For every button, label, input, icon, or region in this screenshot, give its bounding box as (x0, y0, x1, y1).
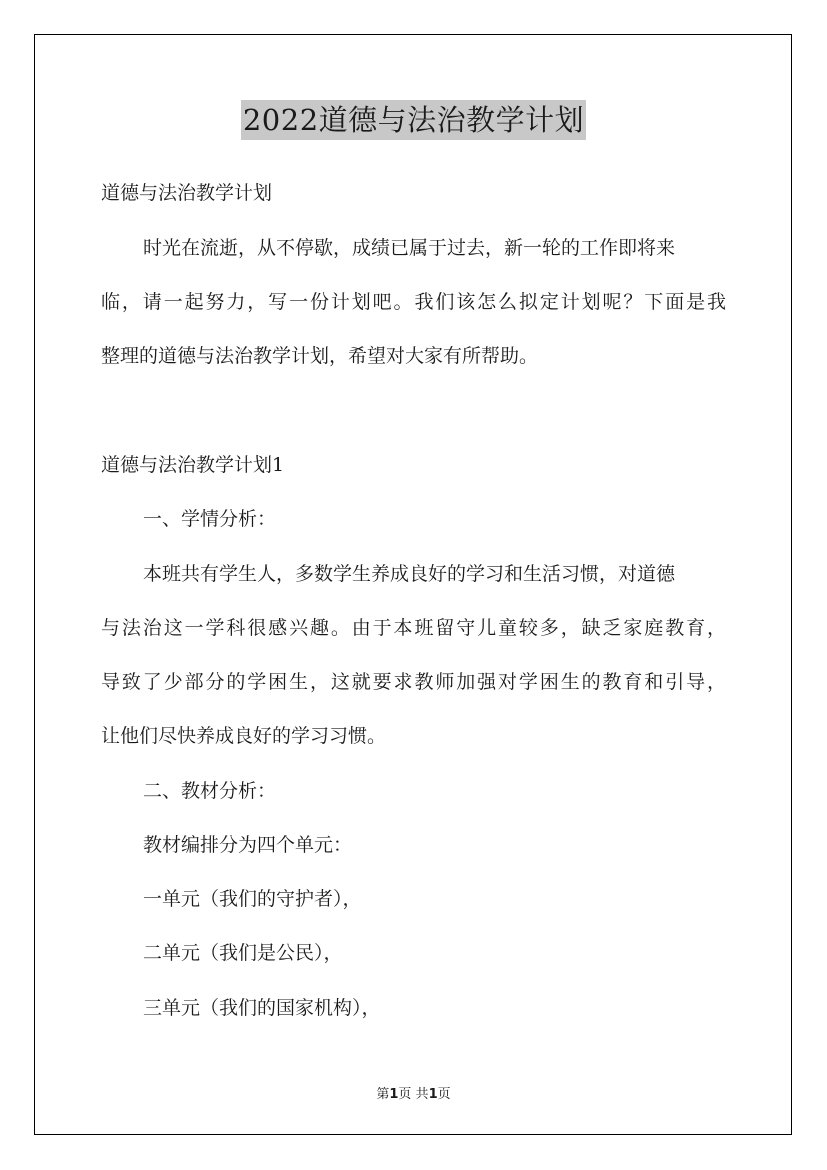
unit-1: 一单元（我们的守护者）， (143, 888, 362, 910)
footer-prefix: 第 (376, 1087, 390, 1102)
footer-suffix: 页 (437, 1087, 451, 1102)
para-1-line-2: 与法治这一学科很感兴趣。由于本班留守儿童较多，缺乏家庭教育， (101, 617, 726, 639)
para-1-line-1: 本班共有学生人，多数学生养成良好的学习和生活习惯，对道德 (143, 563, 676, 585)
title-container (0, 100, 827, 140)
para-1-line-3: 导致了少部分的学困生，这就要求教师加强对学困生的教育和引导， (101, 671, 726, 693)
heading-analysis-students: 一、学情分析： (143, 508, 277, 530)
unit-3: 三单元（我们的国家机构）， (143, 997, 381, 1019)
section-title: 道德与法治教学计划1 (101, 454, 285, 476)
footer-page-number: 1 (389, 1087, 399, 1102)
page-footer (0, 1083, 827, 1102)
intro-line-1: 时光在流逝，从不停歇，成绩已属于过去，新一轮的工作即将来 (143, 237, 676, 259)
footer-page-total: 1 (428, 1087, 438, 1102)
para-1-line-4: 让他们尽快养成良好的学习习惯。 (101, 725, 387, 747)
unit-2: 二单元（我们是公民）， (143, 942, 343, 964)
intro-line-2: 临，请一起努力，写一份计划吧。我们该怎么拟定计划呢？下面是我 (101, 291, 726, 313)
document-title: 2022道德与法治教学计划 (241, 100, 586, 140)
document-subtitle: 道德与法治教学计划 (101, 182, 273, 204)
para-2: 教材编排分为四个单元： (143, 834, 353, 856)
footer-mid: 页 共 (398, 1087, 429, 1102)
intro-line-3: 整理的道德与法治教学计划，希望对大家有所帮助。 (101, 345, 539, 367)
heading-analysis-textbook: 二、教材分析： (143, 780, 277, 802)
